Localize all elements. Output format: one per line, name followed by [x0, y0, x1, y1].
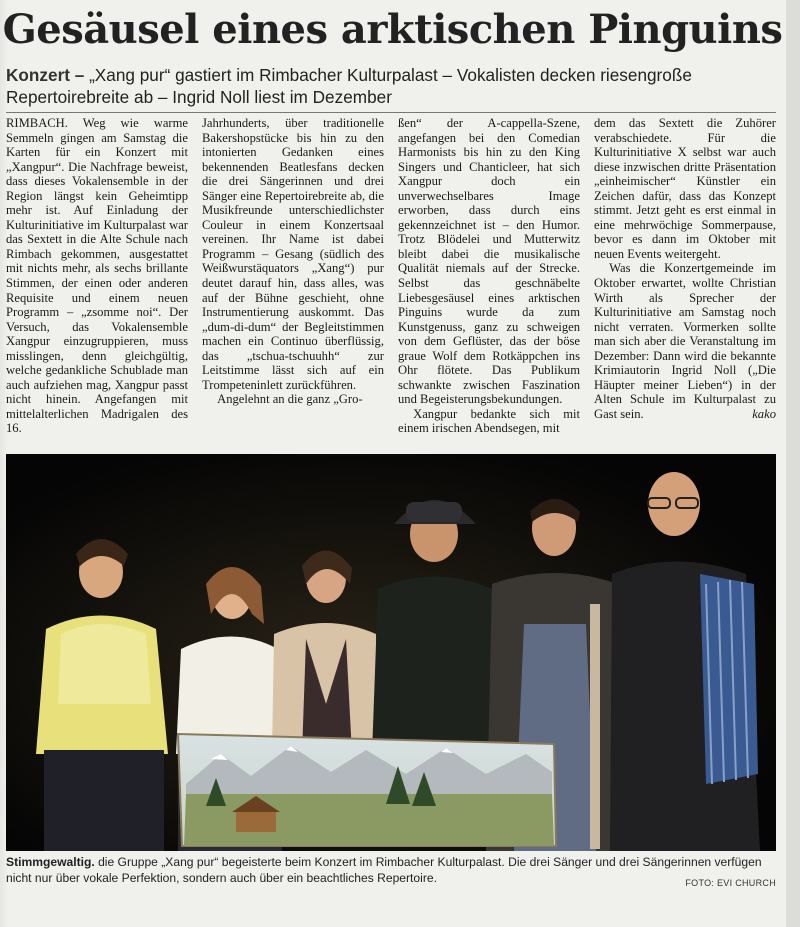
paragraph: Angelehnt an die ganz „Gro-	[217, 392, 363, 407]
article-column-4	[594, 116, 776, 442]
article-column-1	[6, 116, 188, 442]
subheadline	[6, 64, 776, 108]
paragraph-text: Was die Konzertgemeinde im Oktober erwartet, wollte Christian Wirth als Sprecher der Kulturinitiative am Samstag noch nicht verraten. Vormerken sollte man sich aber die Veranstaltung im Dezember: Dann wird die bekannte Krimiautorin Ingrid Noll („Die Häupter meiner Lieben“) in der Alten Schule im Kulturpalast zu Gast sein.	[594, 261, 776, 421]
concert-photo-illustration	[6, 454, 776, 851]
paragraph-text: Weg wie warme Semmeln gingen am Samstag die Karten für ein Konzert mit „Xangpur“. Die Nachfrage beweist, dass dieses Vokalensemble in der Region längst kein Geheimtipp mehr ist. Auf Einladung der Kulturinitiative im Kulturpalast war das Sextett in die Alte Schule nach Rimbach gekommen, ausgestattet mit nichts mehr, als sechs brillante Stimmen, der einen oder anderen Requisite und einem neuen Programm – „zsomme noi“. Der Versuch, das Vokalensemble Xangpur einzugruppieren, muss misslingen, denn gleichgültig, welche gedankliche Schublade man auch aufziehen mag, Xangpur passt nicht hinein. Angefangen mit mittelalterlichen Madrigalen des 16.	[6, 116, 188, 436]
article-body	[6, 116, 776, 442]
headline: Gesäusel eines arktischen Pinguins	[2, 6, 783, 53]
author-signature: kako	[752, 406, 776, 421]
caption-kicker: Stimmgewaltig.	[6, 855, 95, 869]
paragraph: ßen“ der A-cappella-Szene, angefangen bei den Comedian Harmonists bis hin zu den King Singers und Chanticleer, hat sich Xangpur doch ein unverwechselbares Image erworben, dass durch eins gekennzeichnet ist – den Humor. Trotz Blödelei und Mutterwitz bleibt dabei die musikalische Qualität niemals auf der Strecke. Selbst das geschnäbelte Liebesgesäusel eines arktischen Pinguins wurde da zum Kunstgenuss, ganz zu schweigen von dem Geflüster, das der böse graue Wolf dem Rotkäppchen ins Ohr flötete. Das Publikum schwankte zwischen Faszination und Begeisterungsbekundungen.	[398, 116, 580, 407]
photo-caption	[6, 855, 780, 886]
photo-credit: FOTO: EVI CHURCH	[685, 878, 776, 888]
paragraph: Jahrhunderts, über traditionelle Bakershopstücke bis hin zu den intonierten Gedanken eines bekennenden Beatlesfans decken die drei Sängerinnen und drei Sänger eine Repertoirebreite ab, die Musikfreunde unterschiedlichster Couleur in einem Konzertsaal vereinen. Ihr Name ist dabei Programm – Gesang (südlich des Weißwurstäquators „Xang“) pur deutet darauf hin, dass alles, was auf der Bühne geschieht, ohne Instrumentierung auskommt. Das „dum-di-dum“ der Begleitstimmen machen ein Continuo überflüssig, das „tschua-tschuuhh“ zur Leitstimme lässt sich auf ein Trompeteninlett zurückführen.	[202, 116, 384, 392]
paragraph: dem das Sextett die Zuhörer verabschiedete. Für die Kulturinitiative X selbst war auch diese inzwischen dritte Präsentation „einheimischer“ Künstler ein Zeichen dafür, dass das Konzept stimmt. Jetzt geht es erst einmal in eine mehrwöchige Sommerpause, bevor es dann im Oktober mit neuen Events weitergeht.	[594, 116, 776, 261]
article-column-3	[398, 116, 580, 442]
adjacent-page-edge	[786, 0, 800, 927]
caption-text: die Gruppe „Xang pur“ begeisterte beim Konzert im Rimbacher Kulturpalast. Die drei Sänger und drei Sängerinnen verfügen nicht nur über vokale Perfektion, sondern auch über ein beachtliches Repertoire.	[6, 855, 762, 885]
subhead-kicker: Konzert –	[6, 65, 85, 85]
paragraph	[6, 116, 188, 436]
subhead-text: „Xang pur“ gastiert im Rimbacher Kulturpalast – Vokalisten decken riesengroße Repertoirebreite ab – Ingrid Noll liest im Dezember	[6, 65, 692, 107]
paragraph	[594, 261, 776, 421]
dateline: RIMBACH.	[6, 116, 68, 130]
landscape-banner	[178, 734, 556, 846]
concert-photo	[6, 454, 776, 851]
paragraph: Xangpur bedankte sich mit einem irischen Abendsegen, mit	[398, 406, 580, 436]
article-column-2	[202, 116, 384, 442]
divider	[6, 112, 776, 113]
